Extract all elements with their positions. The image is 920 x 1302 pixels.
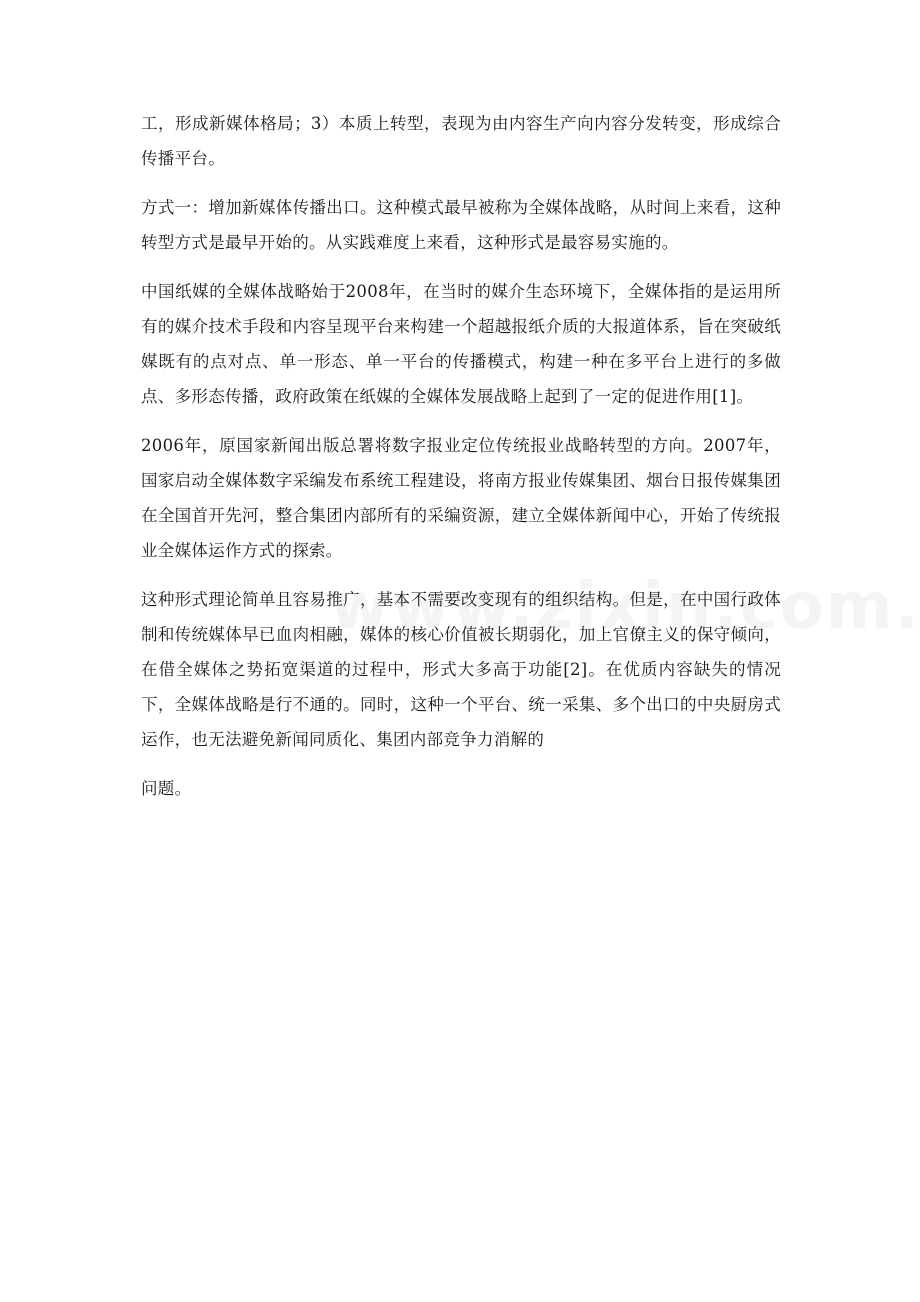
paragraph-3: 中国纸媒的全媒体战略始于2008年，在当时的媒介生态环境下，全媒体指的是运用所有的媒介技术手段和内容呈现平台来构建一个超越报纸介质的大报道体系，旨在突破纸媒既有的点对点、单一形态、单一平台的传播模式，构建一种在多平台上进行的多做点、多形态传播，政府政策在纸媒的全媒体发展战略上起到了一定的促进作用[1]。	[141, 282, 781, 406]
paragraph-4: 2006年，原国家新闻出版总署将数字报业定位传统报业战略转型的方向。2007年，国家启动全媒体数字采编发布系统工程建设，将南方报业传媒集团、烟台日报传媒集团在全国首开先河，整合集团内部所有的采编资源，建立全媒体新闻中心，开始了传统报业全媒体运作方式的探索。	[141, 436, 781, 560]
paragraph-5: 这种形式理论简单且容易推广，基本不需要改变现有的组织结构。但是，在中国行政体制和传统媒体早已血肉相融，媒体的核心价值被长期弱化，加上官僚主义的保守倾向，在借全媒体之势拓宽渠道的过程中，形式大多高于功能[2]。在优质内容缺失的情况下，全媒体战略是行不通的。同时，这种一个平台、统一采集、多个出口的中央厨房式运作，也无法避免新闻同质化、集团内部竞争力消解的	[141, 590, 781, 749]
paragraph-1: 工，形成新媒体格局；3）本质上转型，表现为由内容生产向内容分发转变，形成综合传播平台。	[141, 114, 781, 168]
paragraph-6: 问题。	[141, 779, 192, 798]
paragraph-2: 方式一：增加新媒体传播出口。这种模式最早被称为全媒体战略，从时间上来看，这种转型方式是最早开始的。从实践难度上来看，这种形式是最容易实施的。	[141, 198, 781, 252]
document-body	[141, 106, 781, 820]
